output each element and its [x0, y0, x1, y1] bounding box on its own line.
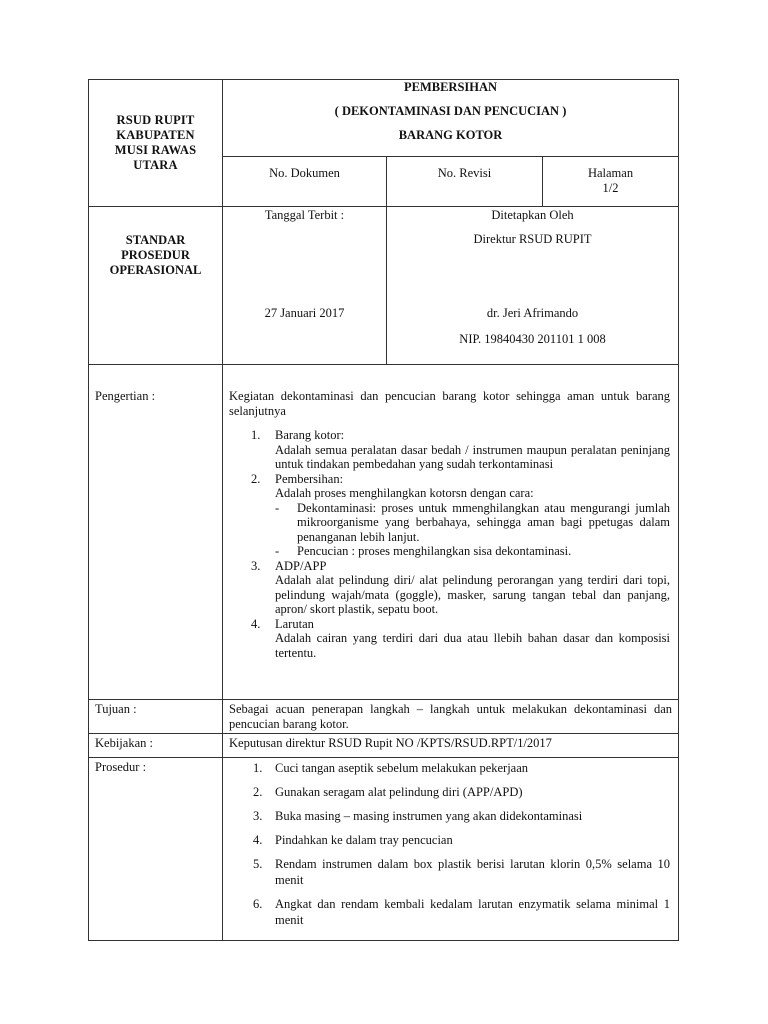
dash-bullet: - — [275, 544, 280, 558]
tanggal-terbit-value: 27 Januari 2017 — [264, 306, 345, 320]
step-number: 3. — [253, 809, 263, 823]
sop-label-line: PROSEDUR — [121, 248, 190, 262]
sop-table — [88, 79, 679, 941]
item-number: 2. — [251, 471, 261, 486]
procedure-step — [229, 808, 670, 824]
kebijakan-label: Kebijakan : — [89, 734, 223, 758]
step-text: Angkat dan rendam kembali kedalam larutan enzymatik selama minimal 1 menit — [275, 897, 671, 927]
document-title — [223, 80, 679, 157]
no-dokumen-label: No. Dokumen — [223, 156, 387, 206]
prosedur-label: Prosedur : — [89, 758, 223, 941]
step-text: Cuci tangan aseptik sebelum melakukan pekerjaan — [275, 761, 529, 775]
step-number: 2. — [253, 785, 263, 799]
pengertian-content — [223, 365, 679, 700]
tanggal-terbit-cell — [223, 207, 387, 365]
item-text: Adalah semua peralatan dasar bedah / instrumen maupun peralatan peninjang untuk tindakan pembedahan yang sudah terkontaminasi — [275, 442, 671, 471]
tujuan-label: Tujuan : — [89, 700, 223, 734]
ditetapkan-cell — [387, 207, 679, 365]
sop-label-line: OPERASIONAL — [109, 263, 202, 277]
step-text: Pindahkan ke dalam tray pencucian — [275, 833, 453, 847]
title-line: ( DEKONTAMINASI DAN PENCUCIAN ) — [334, 104, 567, 118]
procedure-step — [229, 784, 670, 800]
procedure-step — [229, 896, 670, 928]
tanggal-terbit-label: Tanggal Terbit : — [264, 208, 345, 222]
title-line: PEMBERSIHAN — [403, 80, 498, 94]
org-line: UTARA — [133, 158, 178, 172]
pengertian-label: Pengertian : — [89, 365, 223, 700]
title-line: BARANG KOTOR — [398, 128, 503, 142]
item-text: Adalah alat pelindung diri/ alat pelindung perorangan yang terdiri dari topi, pelindung wajah/mata (goggle), masker, sarung tangan tebal dan panjang, apron/ skort plastik, sepatu boot. — [275, 573, 671, 616]
kebijakan-text: Keputusan direktur RSUD Rupit NO /KPTS/RSUD.RPT/1/2017 — [223, 734, 679, 758]
hospital-name — [89, 80, 223, 207]
step-number: 1. — [253, 761, 263, 775]
list-item — [229, 617, 670, 661]
item-text: Adalah proses menghilangkan kotorsn dengan cara: — [275, 486, 534, 500]
item-number: 1. — [251, 428, 261, 442]
step-number: 4. — [253, 833, 263, 847]
dash-bullet: - — [275, 500, 280, 515]
item-number: 3. — [251, 558, 261, 573]
list-item — [229, 472, 670, 559]
step-text: Gunakan seragam alat pelindung diri (APP/APD) — [275, 785, 523, 799]
step-number: 5. — [253, 857, 263, 871]
halaman-label: Halaman — [587, 165, 634, 180]
ditetapkan-position: Direktur RSUD RUPIT — [473, 232, 592, 246]
item-title: Larutan — [275, 616, 314, 631]
procedure-step — [229, 760, 670, 776]
sub-item-text: Pencucian : proses menghilangkan sisa dekontaminasi. — [297, 544, 572, 558]
signer-nip: NIP. 19840430 201101 1 008 — [459, 332, 606, 346]
sop-label — [89, 207, 223, 365]
sop-label-line: STANDAR — [125, 233, 186, 247]
definition-list — [229, 428, 670, 660]
no-revisi-label: No. Revisi — [387, 156, 543, 206]
halaman-value: 1/2 — [602, 180, 619, 195]
org-line: RSUD RUPIT — [116, 113, 195, 127]
signer-name: dr. Jeri Afrimando — [486, 306, 579, 320]
item-number: 4. — [251, 616, 261, 631]
halaman-cell — [543, 156, 679, 206]
item-title: Pembersihan: — [275, 471, 344, 486]
step-text: Rendam instrumen dalam box plastik berisi larutan klorin 0,5% selama 10 menit — [275, 857, 671, 887]
tujuan-text: Sebagai acuan penerapan langkah – langkah untuk melakukan dekontaminasi dan pencucian barang kotor. — [223, 700, 679, 734]
procedure-step — [229, 832, 670, 848]
pengertian-intro: Kegiatan dekontaminasi dan pencucian barang kotor sehingga aman untuk barang selanjutnya — [229, 389, 671, 418]
sub-item — [275, 544, 670, 559]
sub-item — [275, 501, 670, 545]
sop-document — [88, 79, 678, 941]
step-number: 6. — [253, 897, 263, 911]
prosedur-content — [223, 758, 679, 941]
sub-item-text: Dekontaminasi: proses untuk mmenghilangkan atau mengurangi jumlah mikroorganisme yang berbahaya, sehingga aman bagi ppetugas dalam penanganan lebih lanjut. — [297, 500, 671, 544]
item-title: ADP/APP — [275, 558, 327, 573]
item-title: Barang kotor: — [275, 428, 345, 442]
list-item — [229, 428, 670, 472]
step-text: Buka masing – masing instrumen yang akan didekontaminasi — [275, 809, 583, 823]
item-text: Adalah cairan yang terdiri dari dua atau llebih bahan dasar dan komposisi tertentu. — [275, 631, 671, 660]
procedure-steps — [229, 760, 670, 928]
org-line: KABUPATEN — [116, 128, 195, 142]
ditetapkan-label: Ditetapkan Oleh — [491, 208, 574, 222]
list-item — [229, 559, 670, 617]
org-line: MUSI RAWAS — [114, 143, 197, 157]
procedure-step — [229, 856, 670, 888]
